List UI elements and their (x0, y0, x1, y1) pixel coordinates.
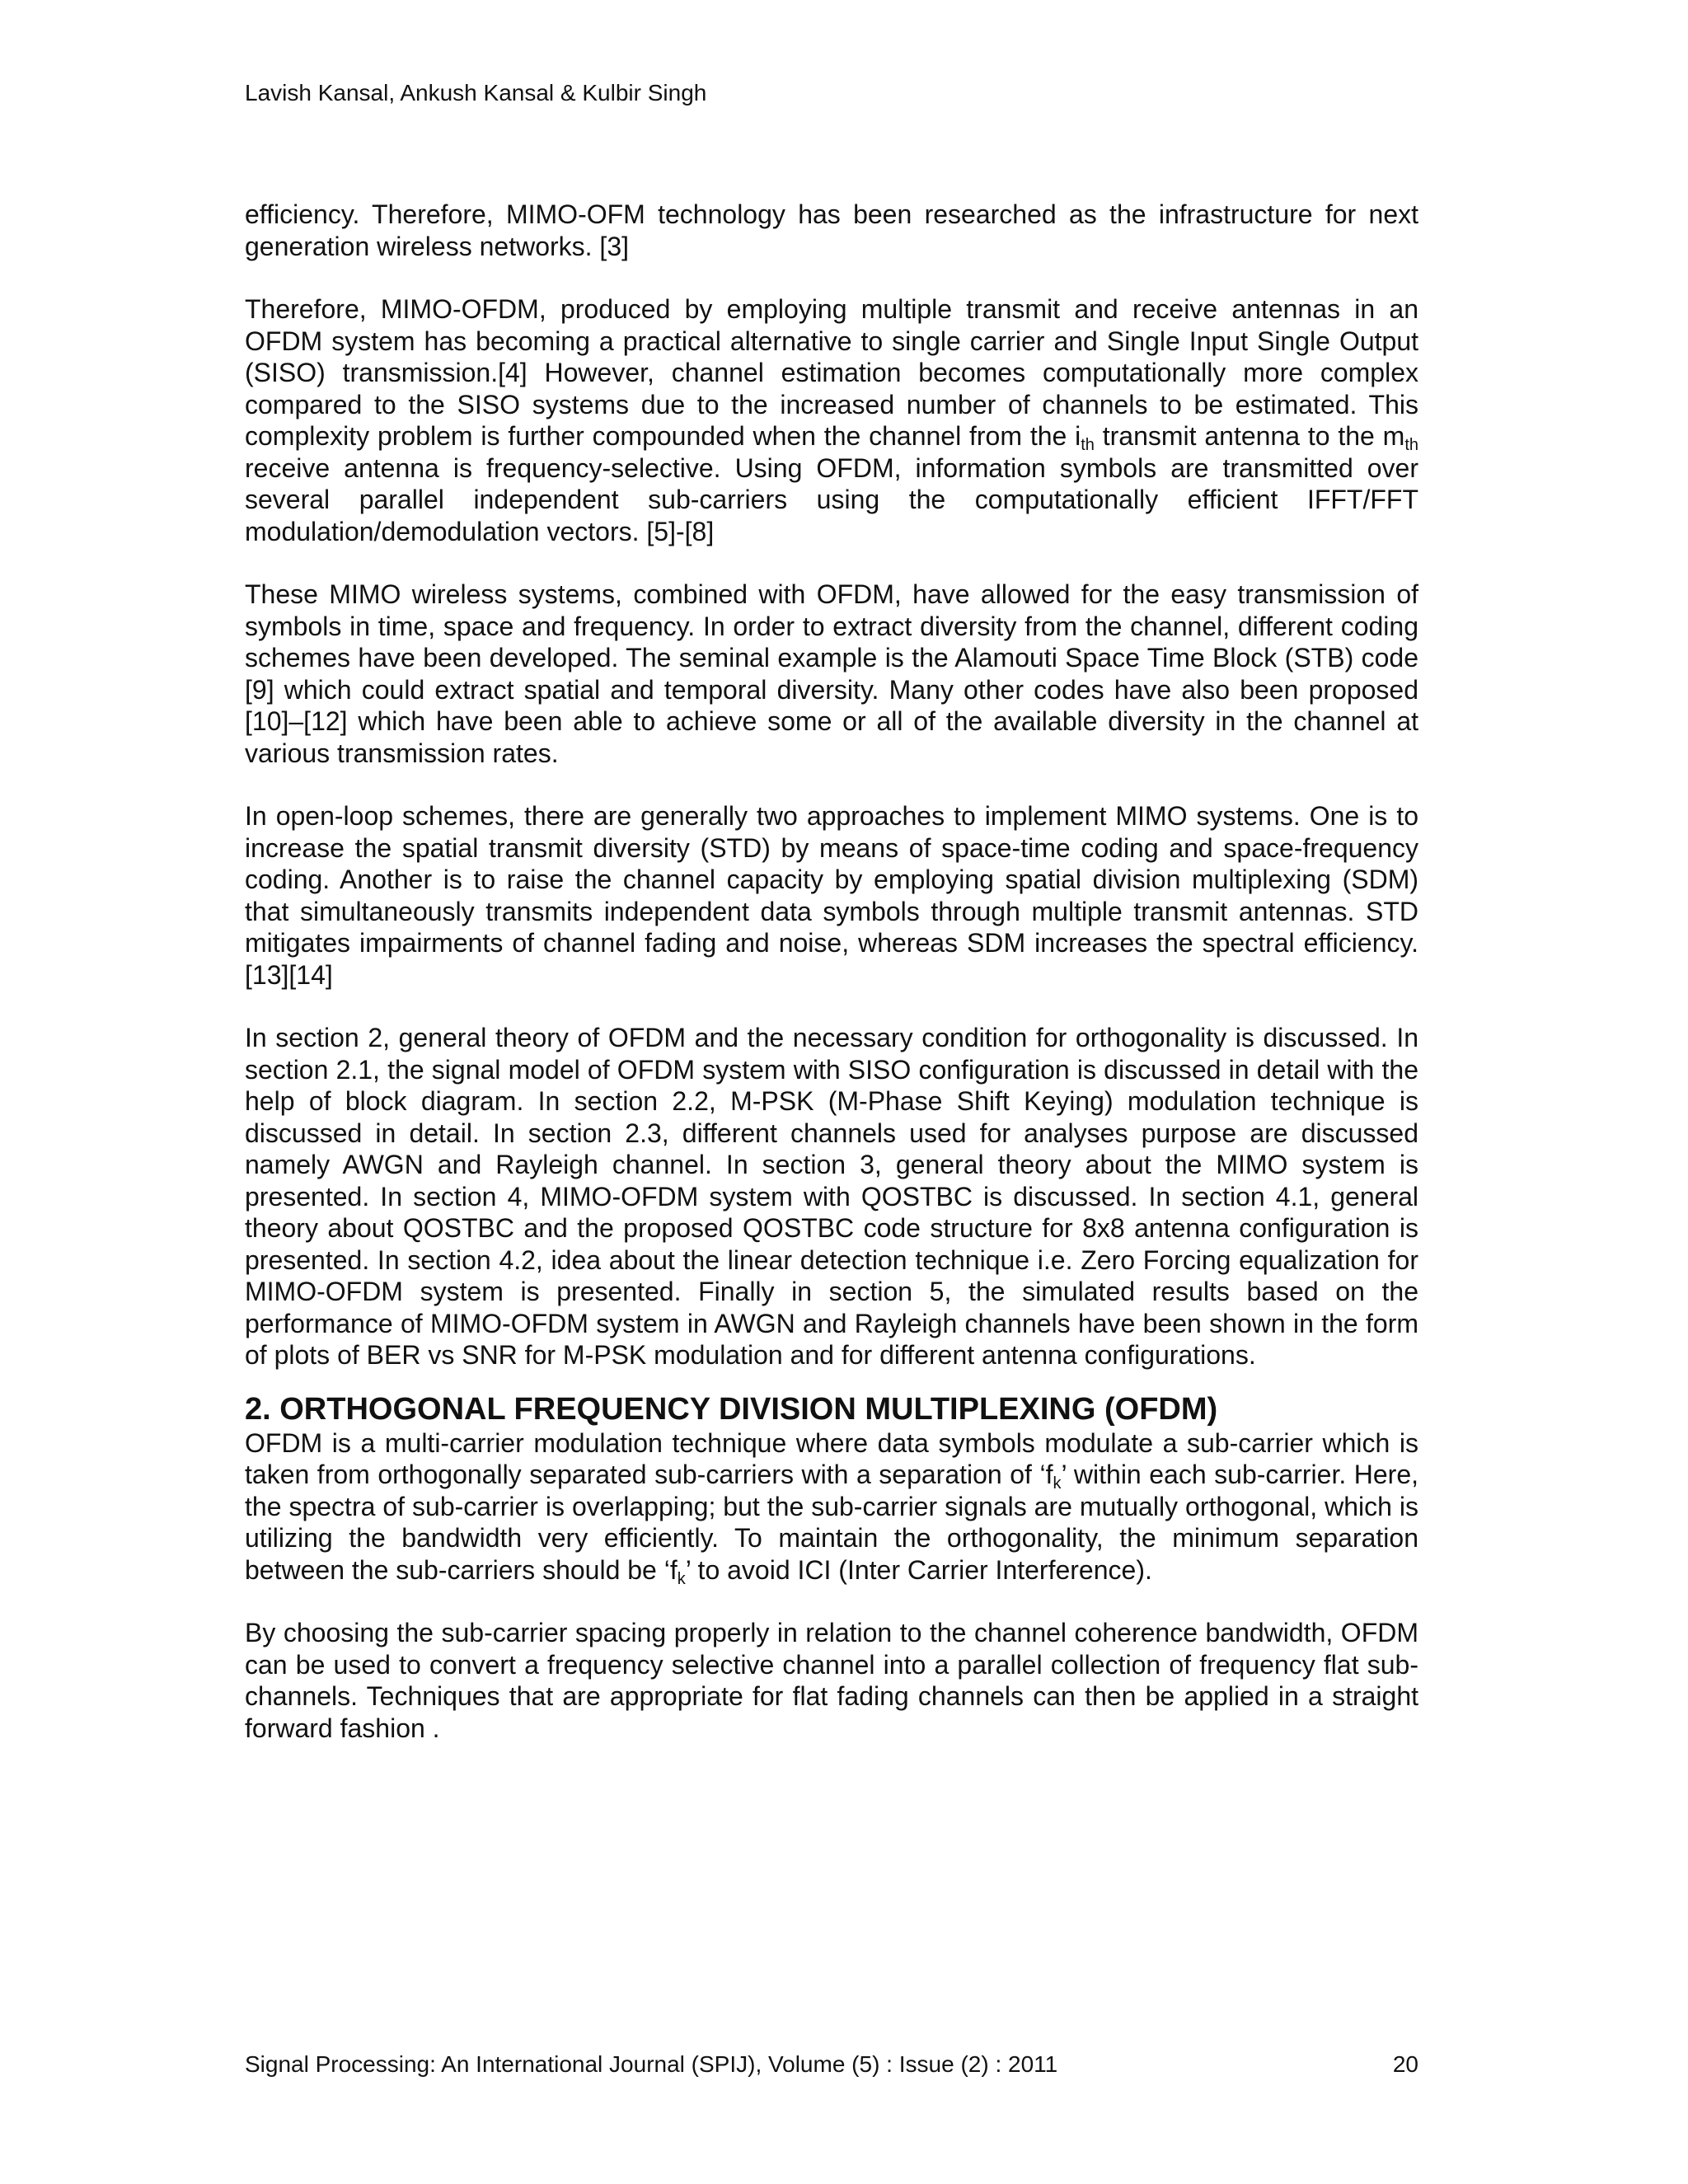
paragraph-paper-organization: In section 2, general theory of OFDM and the necessary condition for orthogonality is discussed. In section 2.1, the signal model of OFDM system with SISO configuration is discussed in detail with the help of block diagram. In section 2.2, M-PSK (M-Phase Shift Keying) modulation technique is discussed in detail. In section 2.3, different channels used for analyses purpose are discussed namely AWGN and Rayleigh channel. In section 3, general theory about the MIMO system is presented. In section 4, MIMO-OFDM system with QOSTBC is discussed. In section 4.1, general theory about QOSTBC and the proposed QOSTBC code structure for 8x8 antenna configuration is presented. In section 4.2, idea about the linear detection technique i.e. Zero Forcing equalization for MIMO-OFDM system is presented. Finally in section 5, the simulated results based on the performance of MIMO-OFDM system in AWGN and Rayleigh channels have been shown in the form of plots of BER vs SNR for M-PSK modulation and for different antenna configurations. (245, 1023, 1418, 1370)
text-run: receive antenna is frequency-selective. Using OFDM, information symbols are transmitted over several parallel independent sub-carriers using the computationally efficient IFFT/FFT modulation/demodulation vectors. [5]-[8] (245, 452, 1418, 546)
footer-page-number: 20 (1392, 2051, 1418, 2077)
subscript-th: th (1081, 436, 1095, 454)
subscript-k: k (677, 1569, 686, 1588)
text-run: OFDM is a multi-carrier modulation technique where data symbols modulate a sub-carrier which is taken from orthogonally separated sub-carriers with a separation of ‘f (245, 1427, 1418, 1489)
paragraph-mimo-ofdm-channel-estimation (245, 293, 1418, 547)
running-header-authors: Lavish Kansal, Ankush Kansal & Kulbir Singh (245, 80, 707, 105)
subscript-th: th (1404, 436, 1419, 454)
text-run: Therefore, MIMO-OFDM, produced by employing multiple transmit and receive antennas in an OFDM system has becoming a practical alternative to single carrier and Single Input Single Output (SISO) transmission.[4] However, channel estimation becomes computationally more complex compared to the SISO systems due to the increased number of channels to be estimated. This complexity problem is further compounded when the channel from the i (245, 294, 1418, 451)
text-run: ’ within each sub-carrier. Here, the spectra of sub-carrier is overlapping; but the sub-carrier signals are mutually orthogonal, which is utilizing the bandwidth very efficiently. To maintain the orthogonality, the minimum separation between the sub-carriers should be ‘f (245, 1460, 1419, 1585)
section-heading-ofdm: 2. ORTHOGONAL FREQUENCY DIVISION MULTIPLEXING (OFDM) (245, 1391, 1218, 1427)
subscript-k: k (1053, 1474, 1062, 1493)
paragraph-open-loop-schemes: In open-loop schemes, there are generally two approaches to implement MIMO systems. One is to increase the spatial transmit diversity (STD) by means of space-time coding and space-frequency coding. Another is to raise the channel capacity by employing spatial division multiplexing (SDM) that simultaneously transmits independent data symbols through multiple transmit antennas. STD mitigates impairments of channel fading and noise, whereas SDM increases the spectral efficiency. [13][14] (245, 801, 1418, 990)
paragraph-mimo-diversity-coding: These MIMO wireless systems, combined with OFDM, have allowed for the easy transmission of symbols in time, space and frequency. In order to extract diversity from the channel, different coding schemes have been developed. The seminal example is the Alamouti Space Time Block (STB) code [9] which could extract spatial and temporal diversity. Many other codes have also been proposed [10]–[12] which have been able to achieve some or all of the available diversity in the channel at various transmission rates. (245, 579, 1418, 768)
text-run: transmit antenna to the m (1094, 421, 1405, 451)
paragraph-ofdm-definition (245, 1427, 1418, 1586)
footer-journal-citation: Signal Processing: An International Journal (SPIJ), Volume (5) : Issue (2) : 2011 (245, 2051, 1058, 2077)
paragraph-mimo-ofm-efficiency: efficiency. Therefore, MIMO-OFM technology has been researched as the infrastructure for next generation wireless networks. [3] (245, 199, 1418, 261)
paragraph-subcarrier-spacing: By choosing the sub-carrier spacing properly in relation to the channel coherence bandwidth, OFDM can be used to convert a frequency selective channel into a parallel collection of frequency flat sub-channels. Techniques that are appropriate for flat fading channels can then be applied in a straight forward fashion . (245, 1618, 1418, 1743)
body-text (245, 199, 1418, 1775)
text-run: ’ to avoid ICI (Inter Carrier Interference). (685, 1554, 1152, 1585)
